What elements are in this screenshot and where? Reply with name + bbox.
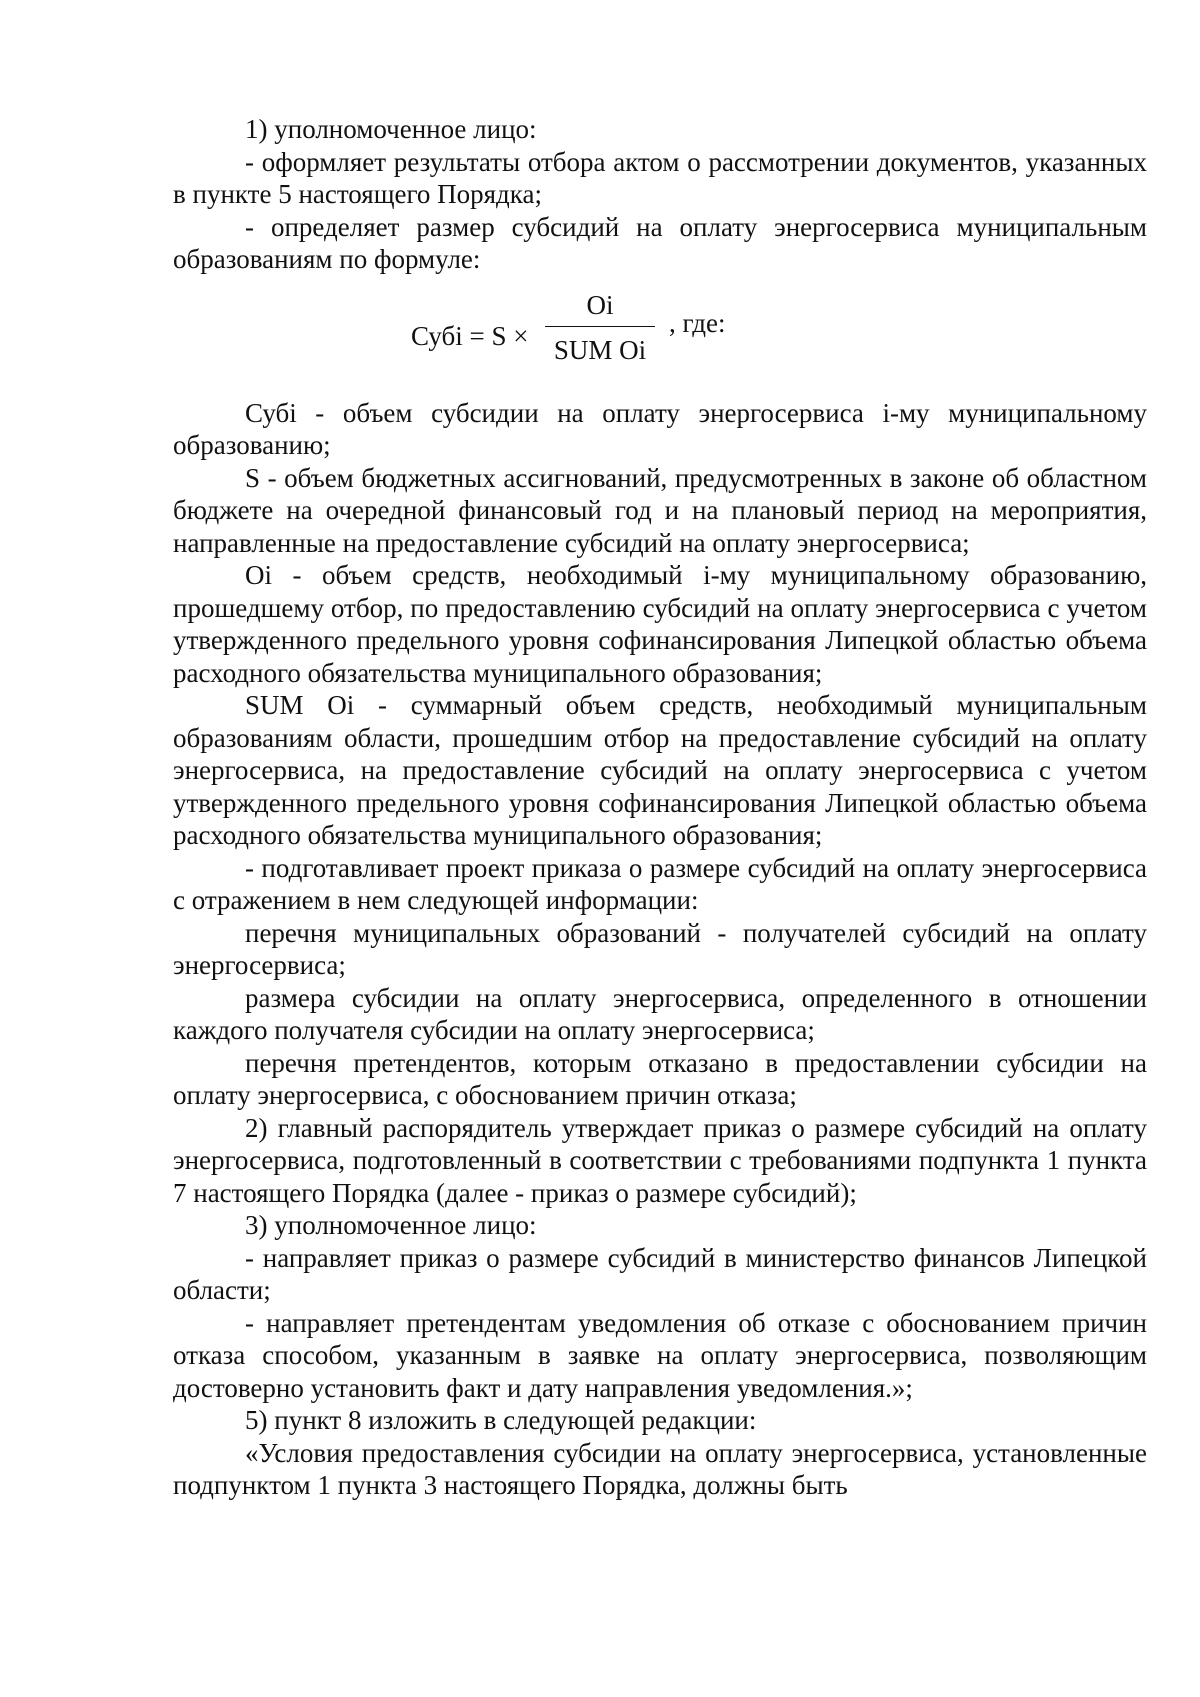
paragraph: перечня претендентов, которым отказано в предоставлении субсидии на оплату энергосервиса, с обоснованием причин отказа; [173,1047,1147,1110]
paragraph: 1) уполномоченное лицо: [245,114,537,144]
paragraph: 2) главный распорядитель утверждает приказ о размере субсидий на оплату энергосервиса, подготовленный в соответствии с требованиями подпункта 1 пункта 7 настоящего Порядка (далее - приказ о размере субсидий); [173,1112,1147,1208]
paragraph: 5) пункт 8 изложить в следующей редакции: [245,1405,757,1435]
paragraph: перечня муниципальных образований - получателей субсидий на оплату энергосервиса; [173,917,1147,980]
formula-denominator: SUM Oi [553,334,647,365]
paragraph: - определяет размер субсидий на оплату энергосервиса муниципальным образованиям по формуле: [173,211,1147,274]
formula-lhs: Субi = S × [411,320,529,351]
paragraph: Oi - объем средств, необходимый i-му муниципальному образованию, прошедшему отбор, по предоставлению субсидий на оплату энергосервиса с учетом утвержденного предельного уровня софинансирования Липецкой областью объема расходного обязательства муниципального образования; [173,560,1147,688]
paragraph: - направляет претендентам уведомления об отказе с обоснованием причин отказа способом, указанным в заявке на оплату энергосервиса, позволяющим достоверно установить факт и дату направления уведомления.»; [173,1307,1147,1403]
formula-tail: , где: [669,307,726,338]
paragraph: - оформляет результаты отбора актом о рассмотрении документов, указанных в пункте 5 настоящего Порядка; [173,146,1147,209]
paragraph: - направляет приказ о размере субсидий в министерство финансов Липецкой области; [173,1242,1147,1305]
fraction-bar [545,326,655,327]
subsidy-formula [173,288,1147,373]
paragraph: 3) уполномоченное лицо: [245,1210,537,1240]
formula-numerator: Oi [586,289,614,320]
paragraph: SUM Oi - суммарный объем средств, необходимый муниципальным образованиям области, прошедшим отбор на предоставление субсидий на оплату энергосервиса, на предоставление субсидий на оплату энергосервиса с учетом утвержденного предельного уровня софинансирования Липецкой областью объема расходного обязательства муниципального образования; [173,690,1147,850]
paragraph: Субi - объем субсидии на оплату энергосервиса i-му муниципальному образованию; [173,397,1147,460]
formula-fraction [545,288,655,367]
paragraph: - подготавливает проект приказа о размере субсидий на оплату энергосервиса с отражением в нем следующей информации: [173,852,1147,915]
paragraph: S - объем бюджетных ассигнований, предусмотренных в законе об областном бюджете на очередной финансовый год и на плановый период на мероприятия, направленные на предоставление субсидий на оплату энергосервиса; [173,462,1147,558]
paragraph: «Условия предоставления субсидии на оплату энергосервиса, установленные подпунктом 1 пункта 3 настоящего Порядка, должны быть [173,1437,1147,1500]
paragraph: размера субсидии на оплату энергосервиса, определенного в отношении каждого получателя субсидии на оплату энергосервиса; [173,982,1147,1045]
document-page [173,113,1147,1502]
